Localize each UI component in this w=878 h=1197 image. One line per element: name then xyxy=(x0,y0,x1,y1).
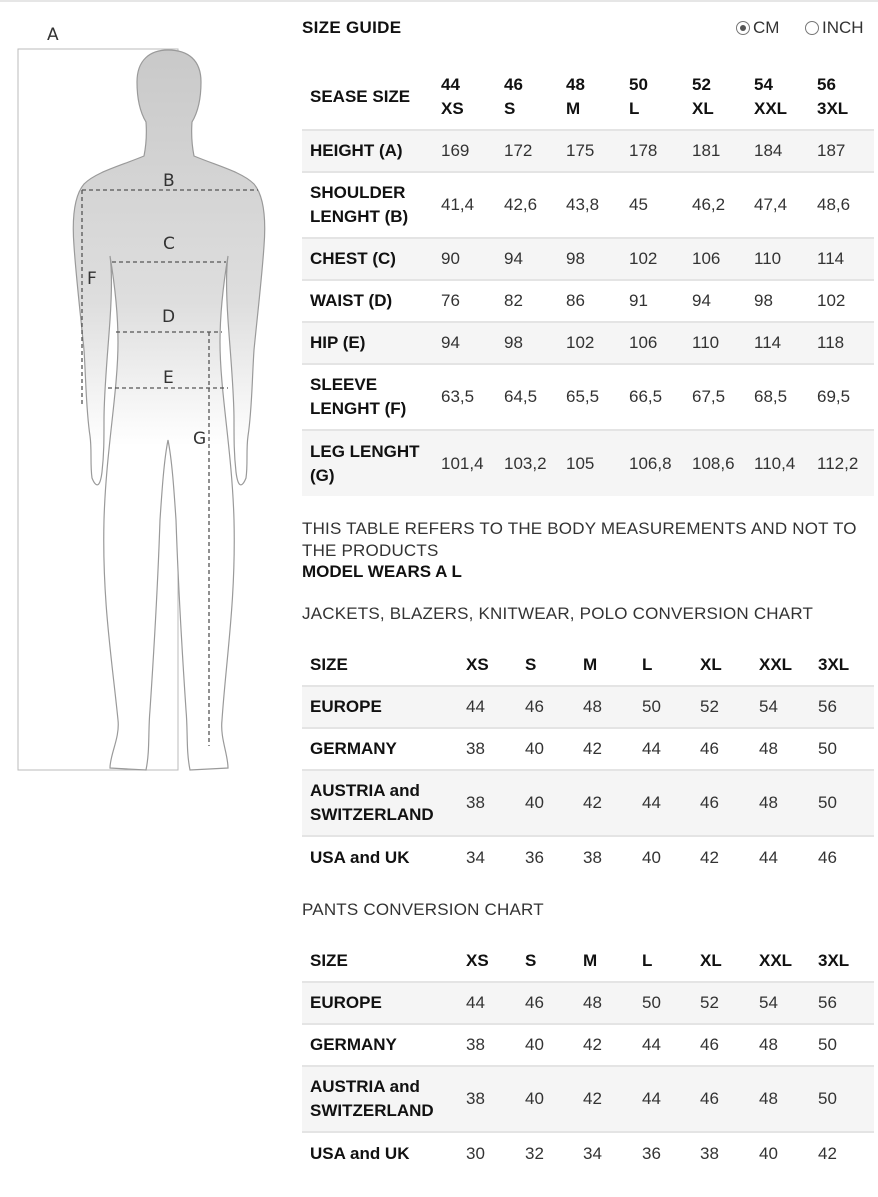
size-column-header: 56 3XL xyxy=(817,74,849,118)
measurement-value: 105 xyxy=(566,453,595,473)
measurement-row xyxy=(302,172,874,238)
measurement-value: 91 xyxy=(629,291,648,310)
jackets-conversion-table xyxy=(302,644,874,878)
measurement-value: 175 xyxy=(566,141,595,160)
measurement-value: 76 xyxy=(441,291,460,310)
conversion-value: 50 xyxy=(818,739,837,758)
measurement-label: LEG LENGHT (G) xyxy=(310,441,420,485)
measurement-value: 178 xyxy=(629,141,658,160)
conversion-value: 40 xyxy=(759,1143,778,1163)
size-table xyxy=(302,64,874,496)
conversion-header-cell: S xyxy=(525,654,537,674)
conversion-value: 34 xyxy=(466,847,485,867)
conversion-value: 36 xyxy=(642,1143,661,1163)
conversion-header-cell: XS xyxy=(466,654,489,674)
conversion-value: 46 xyxy=(700,1089,719,1108)
conversion-value: 48 xyxy=(759,793,778,812)
measurement-value: 69,5 xyxy=(817,387,851,406)
top-divider xyxy=(0,0,878,2)
radio-cm-icon[interactable] xyxy=(736,21,750,35)
conversion-value: 44 xyxy=(642,793,661,812)
measurement-value: 110,4 xyxy=(754,453,796,473)
measurement-value: 82 xyxy=(504,291,523,310)
unit-cm-label: CM xyxy=(753,18,780,37)
conversion-value: 44 xyxy=(466,993,485,1012)
conversion-value: 38 xyxy=(466,1035,485,1054)
conversion-header-cell: 3XL xyxy=(818,654,850,674)
measurement-value: 169 xyxy=(441,141,470,160)
size-guide-header xyxy=(302,18,874,42)
measurement-value: 67,5 xyxy=(692,387,726,406)
conversion-region-label: EUROPE xyxy=(310,993,382,1012)
measurement-row xyxy=(302,238,874,280)
conversion-header-cell: XS xyxy=(466,950,489,970)
conversion-value: 54 xyxy=(759,993,778,1012)
measurement-value: 101,4 xyxy=(441,453,484,473)
pants-table-header xyxy=(302,940,874,982)
conversion-row xyxy=(302,728,874,770)
conversion-value: 46 xyxy=(525,697,544,716)
conversion-value: 36 xyxy=(525,847,544,867)
measurement-value: 98 xyxy=(754,291,773,310)
size-column-header: 50 L xyxy=(629,74,648,118)
measurement-value: 94 xyxy=(441,333,460,352)
conversion-region-label: GERMANY xyxy=(310,1035,397,1054)
measurement-value: 110 xyxy=(692,333,720,352)
conversion-value: 44 xyxy=(642,739,661,758)
conversion-row xyxy=(302,1132,874,1174)
conversion-value: 48 xyxy=(759,1089,778,1108)
conversion-header-cell: L xyxy=(642,950,653,970)
conversion-row xyxy=(302,770,874,836)
jackets-table-header xyxy=(302,644,874,686)
measurement-label: SHOULDER LENGHT (B) xyxy=(310,183,409,226)
conversion-value: 44 xyxy=(466,697,485,716)
model-note: MODEL WEARS A L xyxy=(302,562,462,581)
conversion-value: 44 xyxy=(642,1089,661,1108)
measurement-value: 86 xyxy=(566,291,585,310)
conversion-value: 40 xyxy=(525,1035,544,1054)
measurement-value: 114 xyxy=(754,333,782,352)
measurement-value: 102 xyxy=(566,333,595,352)
measurement-value: 98 xyxy=(504,333,523,352)
conversion-header-cell: SIZE xyxy=(310,654,348,674)
measurement-value: 102 xyxy=(817,291,846,310)
measurement-value: 47,4 xyxy=(754,195,788,214)
conversion-value: 50 xyxy=(818,1089,837,1108)
conversion-value: 40 xyxy=(525,793,544,812)
label-b: B xyxy=(163,171,175,191)
size-table-header xyxy=(302,64,874,130)
unit-inch-label: INCH xyxy=(822,18,864,37)
measurement-row xyxy=(302,364,874,430)
label-d: D xyxy=(162,307,176,327)
conversion-value: 40 xyxy=(642,847,661,867)
measurement-value: 181 xyxy=(692,141,721,160)
measurement-value: 41,4 xyxy=(441,195,475,214)
conversion-value: 30 xyxy=(466,1143,485,1163)
measurement-label: HIP (E) xyxy=(310,333,366,352)
conversion-value: 38 xyxy=(466,739,485,758)
conversion-region-label: GERMANY xyxy=(310,739,397,758)
measurement-value: 106,8 xyxy=(629,453,672,473)
measurement-value: 102 xyxy=(629,249,658,268)
conversion-header-cell: 3XL xyxy=(818,950,850,970)
measurement-value: 187 xyxy=(817,141,846,160)
label-c: C xyxy=(163,234,175,254)
measurement-value: 110 xyxy=(754,249,782,268)
measurement-value: 68,5 xyxy=(754,387,788,406)
conversion-value: 54 xyxy=(759,697,778,716)
conversion-row xyxy=(302,982,874,1024)
pants-chart-title: PANTS CONVERSION CHART xyxy=(302,900,544,919)
measurement-value: 118 xyxy=(817,333,845,352)
conversion-value: 48 xyxy=(759,739,778,758)
conversion-row xyxy=(302,1066,874,1132)
measurement-value: 106 xyxy=(629,333,658,352)
measurement-row xyxy=(302,280,874,322)
conversion-value: 48 xyxy=(759,1035,778,1054)
measurement-value: 46,2 xyxy=(692,195,726,214)
conversion-value: 42 xyxy=(818,1143,837,1163)
measurement-row xyxy=(302,322,874,364)
measurement-value: 63,5 xyxy=(441,387,475,406)
measurement-row xyxy=(302,130,874,172)
conversion-header-cell: M xyxy=(583,950,598,970)
measurement-value: 112,2 xyxy=(817,453,859,473)
measurement-value: 43,8 xyxy=(566,195,600,214)
measurement-label: CHEST (C) xyxy=(310,249,396,268)
measurement-value: 66,5 xyxy=(629,387,663,406)
conversion-header-cell: XL xyxy=(700,654,722,674)
label-e: E xyxy=(163,368,174,388)
conversion-value: 40 xyxy=(525,739,544,758)
measurement-value: 106 xyxy=(692,249,721,268)
conversion-value: 38 xyxy=(466,793,485,812)
conversion-value: 48 xyxy=(583,697,602,716)
conversion-region-label: AUSTRIA and SWITZERLAND xyxy=(310,781,434,824)
conversion-value: 56 xyxy=(818,697,837,716)
conversion-header-cell: XL xyxy=(700,950,722,970)
measurement-value: 184 xyxy=(754,141,783,160)
size-table-corner: SEASE SIZE xyxy=(310,86,411,106)
conversion-region-label: USA and UK xyxy=(310,847,410,867)
pants-conversion-table xyxy=(302,940,874,1174)
measurement-value: 90 xyxy=(441,249,460,268)
conversion-value: 42 xyxy=(583,1089,602,1108)
measurement-value: 65,5 xyxy=(566,387,600,406)
measurement-note: THIS TABLE REFERS TO THE BODY MEASUREMENTS AND NOT TO THE PRODUCTS xyxy=(302,519,857,560)
measurement-value: 98 xyxy=(566,249,585,268)
size-column-header: 52 XL xyxy=(692,74,714,118)
measurement-value: 94 xyxy=(692,291,711,310)
page-title: SIZE GUIDE xyxy=(302,18,402,37)
conversion-value: 38 xyxy=(466,1089,485,1108)
conversion-row xyxy=(302,836,874,878)
conversion-value: 50 xyxy=(818,793,837,812)
label-a: A xyxy=(47,25,59,45)
size-column-header: 48 M xyxy=(566,74,585,118)
conversion-value: 32 xyxy=(525,1143,544,1163)
conversion-header-cell: L xyxy=(642,654,653,674)
conversion-value: 40 xyxy=(525,1089,544,1108)
conversion-value: 38 xyxy=(583,847,602,867)
conversion-value: 50 xyxy=(818,1035,837,1054)
unit-toggle-inch[interactable] xyxy=(805,18,864,38)
label-g: G xyxy=(193,429,207,449)
measurement-label: WAIST (D) xyxy=(310,291,393,310)
conversion-value: 42 xyxy=(700,847,719,867)
conversion-header-cell: M xyxy=(583,654,598,674)
measurement-value: 114 xyxy=(817,249,845,268)
size-column-header: 54 XXL xyxy=(754,74,788,118)
measurement-value: 48,6 xyxy=(817,195,851,214)
measurement-value: 45 xyxy=(629,195,648,214)
measurement-value: 42,6 xyxy=(504,195,538,214)
conversion-value: 48 xyxy=(583,993,602,1012)
measurement-label: SLEEVE LENGHT (F) xyxy=(310,375,407,418)
body-silhouette-illustration xyxy=(0,20,290,780)
size-column-header: 44 XS xyxy=(441,74,464,118)
conversion-region-label: AUSTRIA and SWITZERLAND xyxy=(310,1077,434,1120)
size-column-header: 46 S xyxy=(504,74,523,118)
conversion-value: 50 xyxy=(642,697,661,716)
conversion-header-cell: S xyxy=(525,950,537,970)
conversion-value: 46 xyxy=(525,993,544,1012)
conversion-value: 52 xyxy=(700,697,719,716)
body-outline xyxy=(73,50,264,770)
measurement-label: HEIGHT (A) xyxy=(310,141,403,160)
conversion-value: 42 xyxy=(583,739,602,758)
measurement-value: 64,5 xyxy=(504,387,538,406)
measurement-value: 94 xyxy=(504,249,523,268)
conversion-value: 44 xyxy=(759,847,778,867)
conversion-value: 46 xyxy=(818,847,837,867)
conversion-value: 38 xyxy=(700,1143,719,1163)
conversion-value: 46 xyxy=(700,739,719,758)
conversion-value: 50 xyxy=(642,993,661,1012)
measurement-value: 172 xyxy=(504,141,533,160)
conversion-row xyxy=(302,1024,874,1066)
conversion-region-label: USA and UK xyxy=(310,1143,410,1163)
conversion-value: 34 xyxy=(583,1143,602,1163)
conversion-value: 42 xyxy=(583,793,602,812)
conversion-value: 52 xyxy=(700,993,719,1012)
label-f: F xyxy=(87,269,97,289)
unit-toggle-cm[interactable] xyxy=(736,18,779,38)
body-measurement-figure xyxy=(0,20,290,780)
conversion-header-cell: XXL xyxy=(759,654,793,674)
conversion-value: 44 xyxy=(642,1035,661,1054)
radio-inch-icon[interactable] xyxy=(805,21,819,35)
conversion-value: 46 xyxy=(700,1035,719,1054)
measurement-value: 103,2 xyxy=(504,453,547,473)
jackets-chart-title: JACKETS, BLAZERS, KNITWEAR, POLO CONVERSION CHART xyxy=(302,604,814,623)
conversion-value: 46 xyxy=(700,793,719,812)
conversion-value: 42 xyxy=(583,1035,602,1054)
measurement-row xyxy=(302,430,874,496)
conversion-value: 56 xyxy=(818,993,837,1012)
conversion-header-cell: XXL xyxy=(759,950,793,970)
measurement-value: 108,6 xyxy=(692,453,735,473)
conversion-row xyxy=(302,686,874,728)
conversion-header-cell: SIZE xyxy=(310,950,348,970)
conversion-region-label: EUROPE xyxy=(310,697,382,716)
